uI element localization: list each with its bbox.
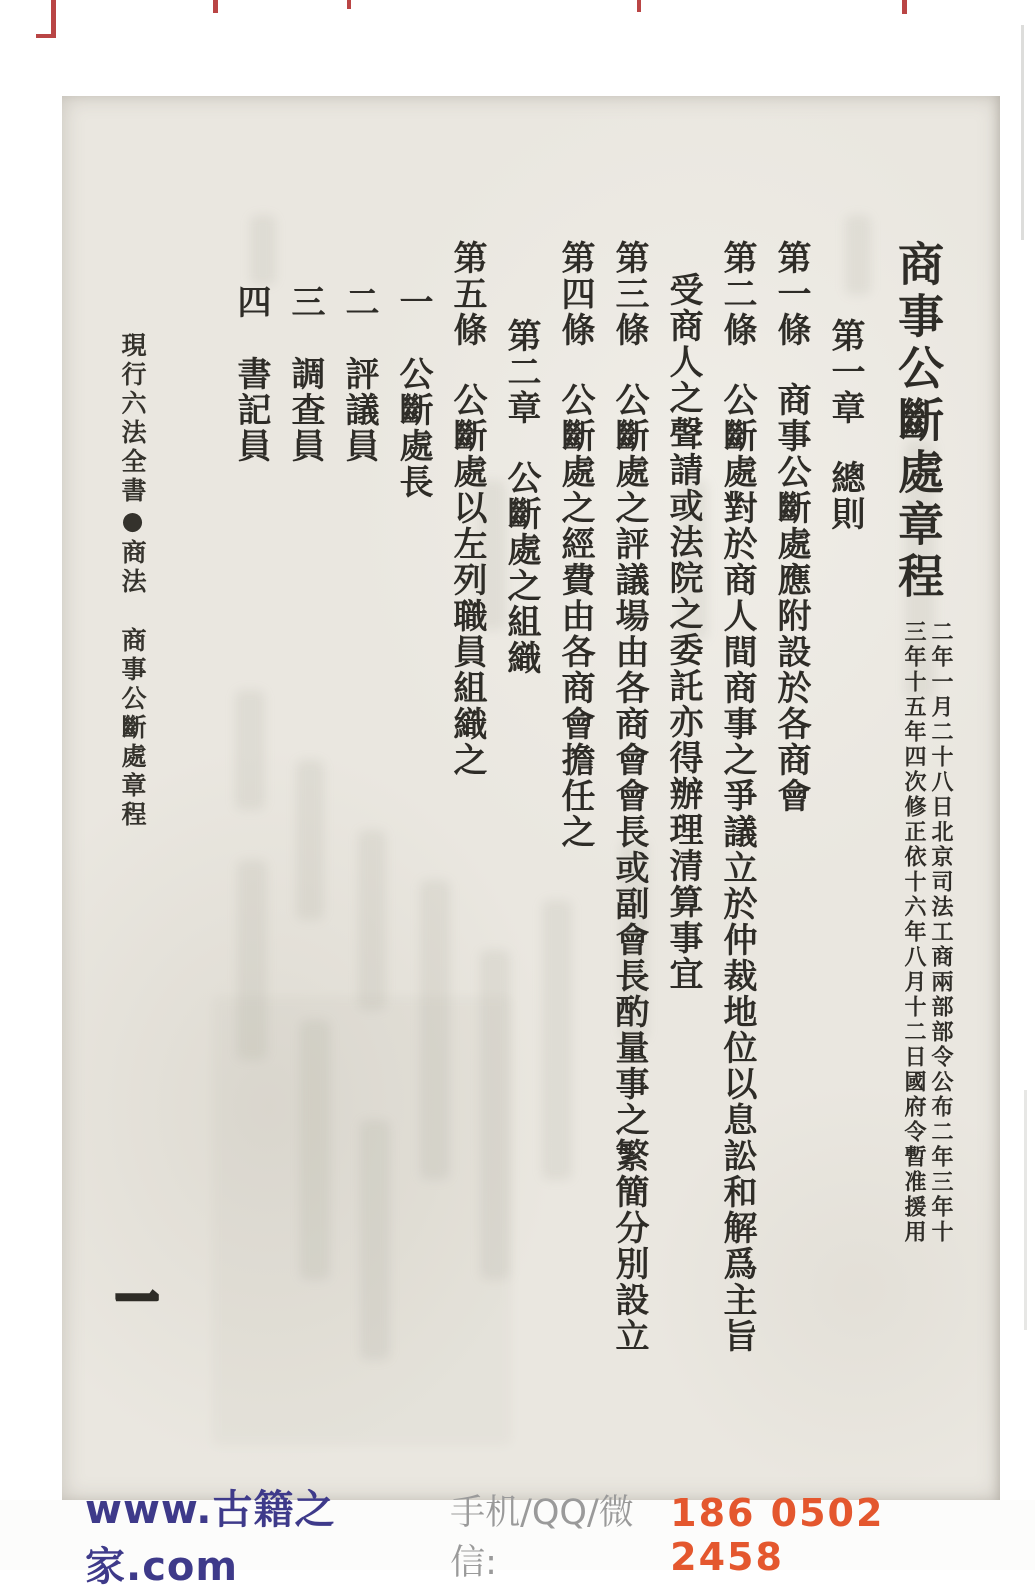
article-3 (602, 240, 656, 1420)
watermark-contact-number: 186 0502 2458 (670, 1491, 885, 1579)
article-2-text: 公斷處對於商人間商事之爭議立於仲裁地位以息訟和解爲主旨 (717, 382, 757, 1354)
article-4 (548, 240, 602, 1420)
scan-edge-streak (1021, 25, 1024, 240)
staff-item-3-number: 三 (285, 284, 325, 320)
staff-item-2 (332, 240, 386, 1420)
article-2-number: 第二條 (717, 240, 757, 348)
article-2-continuation-text: 受商人之聲請或法院之委託亦得辦理清算事宜 (663, 272, 703, 992)
promulgation-note-line-2: 三年十五年四次修正依十六年八月十二日國府令暫准援用 (901, 620, 927, 1245)
red-scan-mark (36, 0, 56, 38)
margin-note (114, 332, 150, 830)
scan-edge-streak (1024, 1090, 1027, 1330)
article-5-text: 公斷處以左列職員組織之 (447, 382, 487, 778)
article-1-text: 商事公斷處應附設於各商會 (771, 382, 811, 814)
staff-item-4 (224, 240, 278, 1420)
article-5-number: 第五條 (447, 240, 487, 348)
promulgation-note-line-1: 二年一月二十八日北京司法工商兩部部令公布二年三年十 (928, 620, 954, 1245)
staff-item-4-text: 書記員 (231, 356, 271, 464)
watermark-bar (0, 1487, 1035, 1590)
chapter-1-heading (818, 240, 872, 1420)
staff-item-1-number: 一 (393, 284, 433, 320)
article-3-number: 第三條 (609, 240, 649, 348)
chapter-2-title: 公斷處之組織 (501, 460, 541, 676)
chapter-1-number: 第一章 (825, 318, 865, 426)
red-scan-mark (347, 0, 351, 9)
watermark-site-url: www.古籍之家.com (85, 1487, 336, 1590)
document-title: 商事公斷處章程 (891, 240, 945, 604)
chapter-1-title: 總則 (825, 460, 865, 532)
article-1 (764, 240, 818, 1420)
article-5 (440, 240, 494, 1420)
promulgation-note (900, 620, 954, 1245)
scanned-page (62, 96, 1000, 1500)
staff-item-2-number: 二 (339, 284, 379, 320)
red-scan-mark (902, 0, 907, 14)
staff-item-2-text: 評議員 (339, 356, 379, 464)
article-4-number: 第四條 (555, 240, 595, 348)
red-scan-mark (213, 0, 218, 13)
staff-item-1-text: 公斷處長 (393, 356, 433, 500)
chapter-2-number: 第二章 (501, 318, 541, 426)
article-3-text: 公斷處之評議場由各商會會長或副會長酌量事之繁簡分別設立 (609, 382, 649, 1354)
watermark-contact (450, 1485, 980, 1585)
article-2 (710, 240, 764, 1420)
chapter-2-heading (494, 240, 548, 1420)
article-2-continuation (656, 240, 710, 1420)
article-4-text: 公斷處之經費由各商會擔任之 (555, 382, 595, 850)
staff-item-4-number: 四 (231, 284, 271, 320)
staff-item-3-text: 調查員 (285, 356, 325, 464)
margin-note-subject: 商事公斷處章程 (118, 627, 147, 830)
red-scan-mark (637, 0, 641, 12)
staff-item-1 (386, 240, 440, 1420)
article-1-number: 第一條 (771, 240, 811, 348)
main-text-block (224, 240, 964, 1420)
watermark-contact-label: 手机/QQ/微信: (450, 1493, 634, 1583)
margin-note-series: 現行六法全書●商法 (118, 332, 147, 597)
page-number: 一 (114, 1273, 160, 1327)
document-title-column (872, 240, 964, 1420)
staff-item-3 (278, 240, 332, 1420)
